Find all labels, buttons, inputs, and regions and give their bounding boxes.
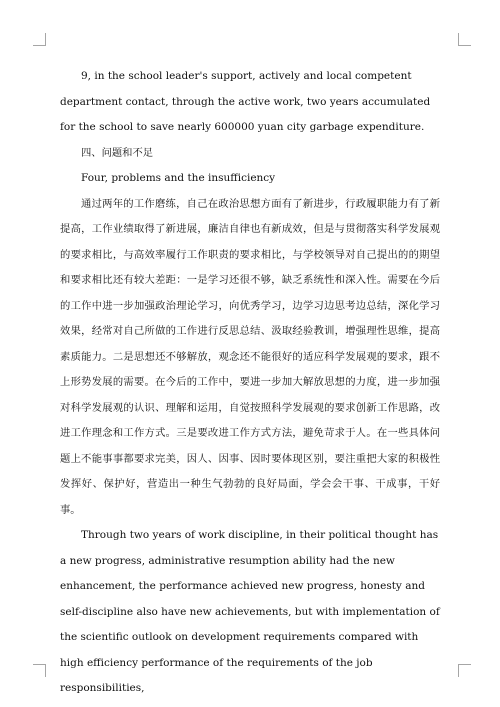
paragraph-english: Through two years of work discipline, in their political thought has a new progress, administrative resumption ability had the new enhancement, the performance achieved new progress, honesty and self-discipline also have new achievements, but with implementation of the scientific outlook on development requirements compared with high efficiency performance of the requirements of the job responsibilities,	[60, 529, 440, 694]
section-heading-chinese: 四、问题和不足	[81, 146, 154, 159]
paragraph-9-english: 9, in the school leader's support, actively and local competent department contact, through the active work, two years accumulated for the school to save nearly 600000 yuan city garbage expenditure.	[60, 70, 431, 133]
section-heading-english: Four, problems and the insufficiency	[81, 172, 276, 184]
crop-mark-bottom-right	[458, 664, 471, 677]
crop-mark-top-right	[458, 33, 471, 46]
crop-mark-top-left	[33, 33, 46, 46]
paragraph-chinese: 通过两年的工作磨练，自己在政治思想方面有了新进步，行政履职能力有了新提高，工作业绩取得了新进展，廉洁自律也有新成效，但是与贯彻落实科学发展观的要求相比，与高效率履行工作职责的要求相比，与学校领导对自己提出的的期望和要求相比还有较大差距：一是学习还很不够，缺乏系统性和深入性。需要在今后的工作中进一步加强政治理论学习，向优秀学习，边学习边思考边总结，深化学习效果，经常对自己所做的工作进行反思总结、汲取经验教训，增强理性思维，提高素质能力。二是思想还不够解放，观念还不能很好的适应科学发展观的要求，跟不上形势发展的需要。在今后的工作中，要进一步加大解放思想的力度，进一步加强对科学发展观的认识、理解和运用，自觉按照科学发展观的要求创新工作思路，改进工作理念和工作方式。三是要改进工作方式方法，避免苛求于人。在一些具体问题上不能事事都要求完美，因人、因事、因时要体现区别，要注重把大家的积极性发挥好、保护好，营造出一种生气勃勃的良好局面，学会会干事、干成事，干好事。	[60, 197, 440, 516]
page-content	[60, 64, 440, 702]
crop-mark-bottom-left	[33, 664, 46, 677]
